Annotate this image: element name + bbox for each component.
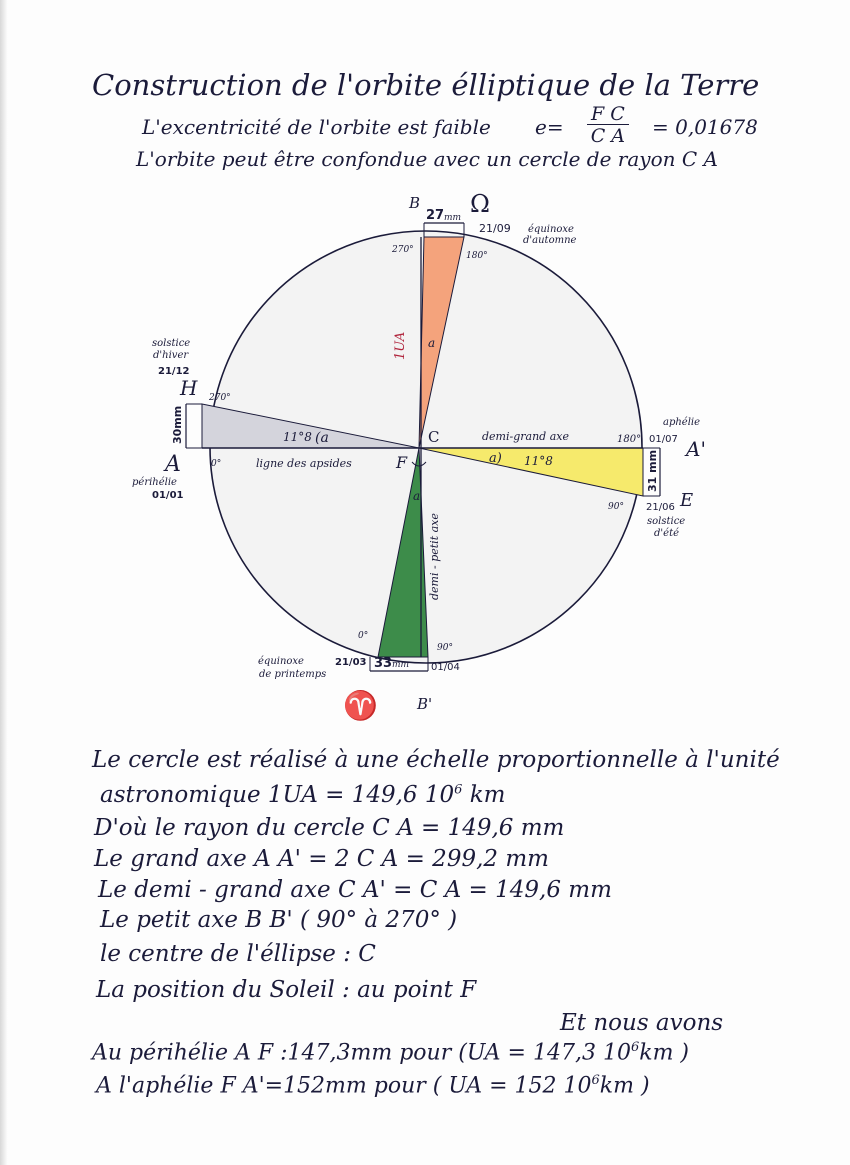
point-B-prime: B' (417, 695, 433, 713)
equinox-spring-line1: équinoxe (258, 656, 304, 667)
note-line-6: Le petit axe B B' ( 90° à 270° ) (100, 907, 458, 933)
point-B: B (409, 194, 421, 212)
note-line-4: Le grand axe A A' = 2 C A = 299,2 mm (94, 846, 549, 872)
degree-270-top: 270° (392, 245, 414, 255)
solstice-summer-line1: solstice (647, 516, 686, 527)
note-line-10-text: Au périhélie A F :147,3mm pour (UA = 147,3 10 (92, 1040, 631, 1066)
width-right-value: 31 mm (646, 449, 659, 492)
width-left-value: 30mm (171, 405, 184, 444)
aphelion-label: aphélie (663, 417, 701, 428)
date-autumn: 21/09 (479, 222, 511, 235)
label-a-right: a) (489, 451, 502, 466)
solstice-winter-line1: solstice (152, 338, 191, 349)
width-bottom-value: 33 (374, 656, 393, 671)
label-1UA: 1UA (393, 331, 408, 360)
date-perihelion: 01/01 (152, 490, 184, 501)
note-line-2-text: astronomique 1UA = 149,6 10 (100, 782, 455, 808)
note-line-8: La position du Soleil : au point F (96, 977, 477, 1003)
equinox-autumn-line2: d'automne (523, 235, 577, 246)
fraction-denominator: C A (590, 125, 626, 147)
omega-symbol: Ω (470, 190, 490, 218)
note-line-1: Le cercle est réalisé à une échelle proportionnelle à l'unité (92, 747, 780, 773)
label-a-left: (a (315, 430, 329, 446)
equinox-autumn-line1: équinoxe (528, 224, 574, 235)
width-bottom-unit: mm (392, 660, 410, 670)
orbit-diagram (0, 185, 850, 730)
page-title: Construction de l'orbite élliptique de la Terre (92, 68, 760, 102)
date-spring: 21/03 (335, 657, 367, 668)
date-april: 01/04 (431, 662, 460, 673)
half-minor-axis-label: demi - petit axe (428, 513, 441, 600)
degree-90-right: 90° (608, 502, 624, 512)
note-line-10 (92, 1040, 689, 1065)
angle-left: 11°8 (283, 430, 312, 444)
note-line-2-unit: km (462, 782, 506, 808)
note-line-9: Et nous avons (560, 1010, 724, 1036)
note-line-11-text: A l'aphélie F A'=152mm pour ( UA = 152 10 (96, 1073, 592, 1099)
point-C: C (428, 428, 440, 446)
label-a-top: a (428, 336, 436, 350)
solstice-winter-line2: d'hiver (153, 350, 189, 361)
apsides-line-label: ligne des apsides (256, 457, 352, 470)
degree-270-left: 270° (209, 393, 231, 403)
angle-right: 11°8 (524, 454, 553, 468)
note-line-5: Le demi - grand axe C A' = C A = 149,6 mm (98, 877, 612, 903)
point-A: A (165, 452, 181, 477)
aries-symbol: ♈ (343, 689, 378, 722)
note-line-11-exponent: 6 (591, 1073, 600, 1088)
width-top-unit: mm (444, 213, 462, 223)
date-winter: 21/12 (158, 366, 190, 377)
note-line-2 (100, 782, 505, 808)
circle-note: L'orbite peut être confondue avec un cercle de rayon C A (136, 147, 718, 171)
solstice-summer-line2: d'été (654, 528, 680, 539)
eccentricity-text: L'excentricité de l'orbite est faible (142, 115, 491, 139)
note-line-3: D'où le rayon du cercle C A = 149,6 mm (94, 815, 565, 841)
width-top-value: 27 (426, 208, 445, 223)
note-line-10-unit: km ) (639, 1040, 690, 1066)
date-aphelion: 01/07 (649, 434, 678, 445)
equinox-spring-line2: de printemps (259, 669, 327, 680)
point-F: F (396, 453, 408, 472)
point-H: H (180, 376, 198, 400)
eccentricity-value: = 0,01678 (652, 115, 758, 139)
degree-180-right: 180° (617, 434, 642, 445)
note-line-2-exponent: 6 (454, 782, 463, 798)
label-a-bottom: a (413, 489, 421, 503)
degree-180-top: 180° (466, 251, 488, 261)
note-line-11-unit: km ) (599, 1073, 650, 1099)
note-line-7: le centre de l'éllipse : C (100, 941, 376, 967)
degree-90-bottom: 90° (437, 643, 453, 653)
date-summer: 21/06 (646, 502, 675, 513)
fraction-numerator: F C (587, 104, 629, 125)
degree-0-bottom: 0° (358, 631, 369, 641)
degree-0-left: 0° (211, 459, 222, 469)
half-major-axis-label: demi-grand axe (482, 430, 569, 443)
point-A-prime: A' (686, 437, 706, 461)
note-line-11 (96, 1073, 650, 1098)
eccentricity-symbol: e= (535, 115, 564, 139)
eccentricity-fraction (587, 104, 629, 147)
note-line-10-exponent: 6 (630, 1040, 640, 1055)
perihelion-label: périhélie (132, 477, 177, 488)
point-E: E (680, 490, 694, 511)
